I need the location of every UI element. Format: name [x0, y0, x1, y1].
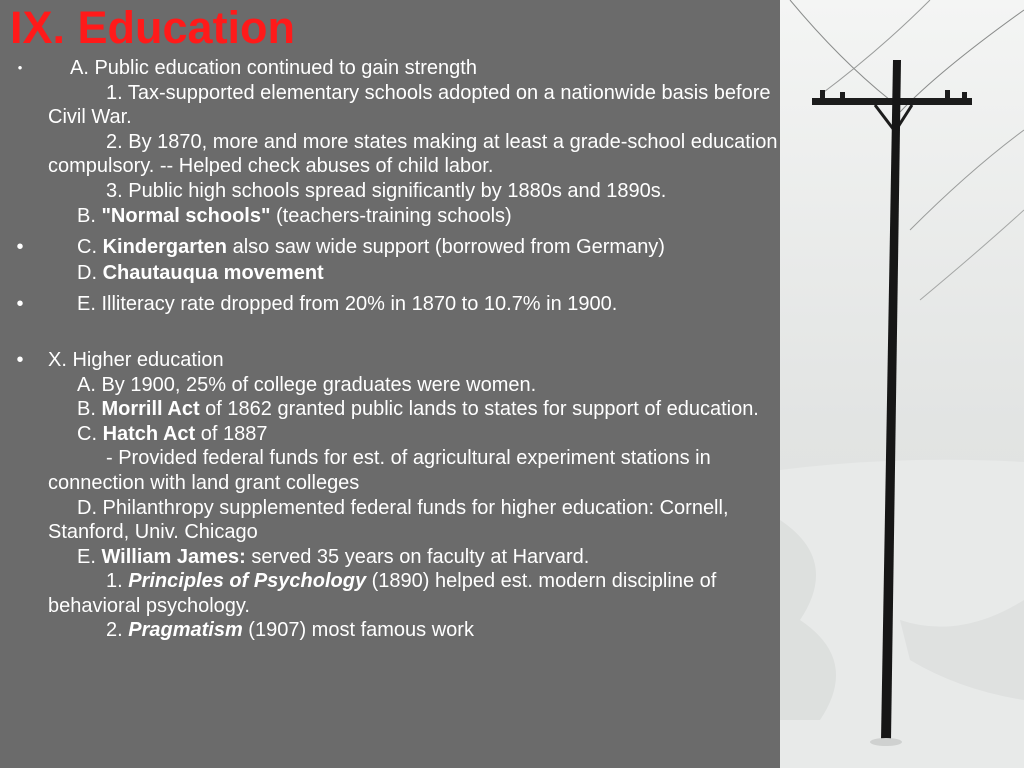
paragraph [48, 422, 780, 447]
telephone-pole-image [780, 0, 1024, 768]
paragraph: A. Public education continued to gain strength [70, 57, 477, 79]
paragraph [48, 261, 780, 286]
list-item [10, 292, 780, 317]
bullet-icon: • [16, 293, 24, 316]
slide-body [10, 56, 780, 643]
label: 2. [106, 619, 129, 642]
list-item [10, 235, 780, 285]
label: E. [77, 545, 102, 568]
paragraph [48, 569, 780, 618]
label: C. [77, 422, 103, 445]
term: Hatch Act [102, 422, 196, 445]
list-item [10, 56, 780, 228]
term: "Normal schools" [101, 204, 271, 227]
paragraph: E. Illiteracy rate dropped from 20% in 1870 to 10.7% in 1900. [77, 293, 618, 316]
slide-title: IX. Education [10, 2, 296, 53]
spacer [10, 317, 780, 348]
list-item [10, 348, 780, 643]
label: D. [77, 261, 103, 284]
label: of 1862 granted public lands to states for support of education. [199, 398, 759, 421]
label: (1907) most famous work [242, 619, 474, 642]
label: B. [77, 398, 102, 421]
paragraph: - Provided federal funds for est. of agricultural experiment stations in connection with land grant colleges [48, 447, 711, 494]
term: Pragmatism [128, 619, 243, 642]
paragraph: 1. Tax-supported elementary schools adopted on a nationwide basis before Civil War. [48, 81, 771, 129]
paragraph: A. By 1900, 25% of college graduates were women. [77, 373, 537, 396]
label: (1890) helped est. modern discipline of behavioral psychology. [48, 570, 717, 617]
paragraph [48, 618, 780, 643]
term: Chautauqua movement [102, 261, 324, 284]
paragraph [48, 235, 780, 260]
term: Kindergarten [102, 236, 228, 259]
paragraph [48, 545, 780, 570]
term: Morrill Act [101, 398, 200, 421]
label: of 1887 [195, 422, 268, 445]
bullet-icon: • [16, 348, 24, 371]
paragraph [48, 204, 780, 229]
label: C. [77, 236, 103, 259]
bullet-icon: • [16, 236, 24, 259]
paragraph: 3. Public high schools spread significantly by 1880s and 1890s. [106, 179, 667, 202]
label: 1. [106, 570, 129, 593]
paragraph: 2. By 1870, more and more states making at least a grade-school education compulsory. -- Helped check abuses of child labor. [48, 130, 778, 178]
paragraph: D. Philanthropy supplemented federal funds for higher education: Cornell, Stanford, Univ. Chicago [48, 496, 729, 544]
label: also saw wide support (borrowed from Germany) [227, 236, 665, 259]
bullet-icon: • [17, 60, 23, 75]
term: Principles of Psychology [128, 570, 367, 593]
label: (teachers-training schools) [270, 204, 512, 227]
section-heading: X. Higher education [48, 348, 224, 371]
telephone-pole-photo [780, 0, 1024, 768]
term: William James: [101, 545, 246, 568]
label: B. [77, 204, 102, 227]
label: served 35 years on faculty at Harvard. [245, 545, 590, 568]
paragraph [48, 397, 780, 422]
